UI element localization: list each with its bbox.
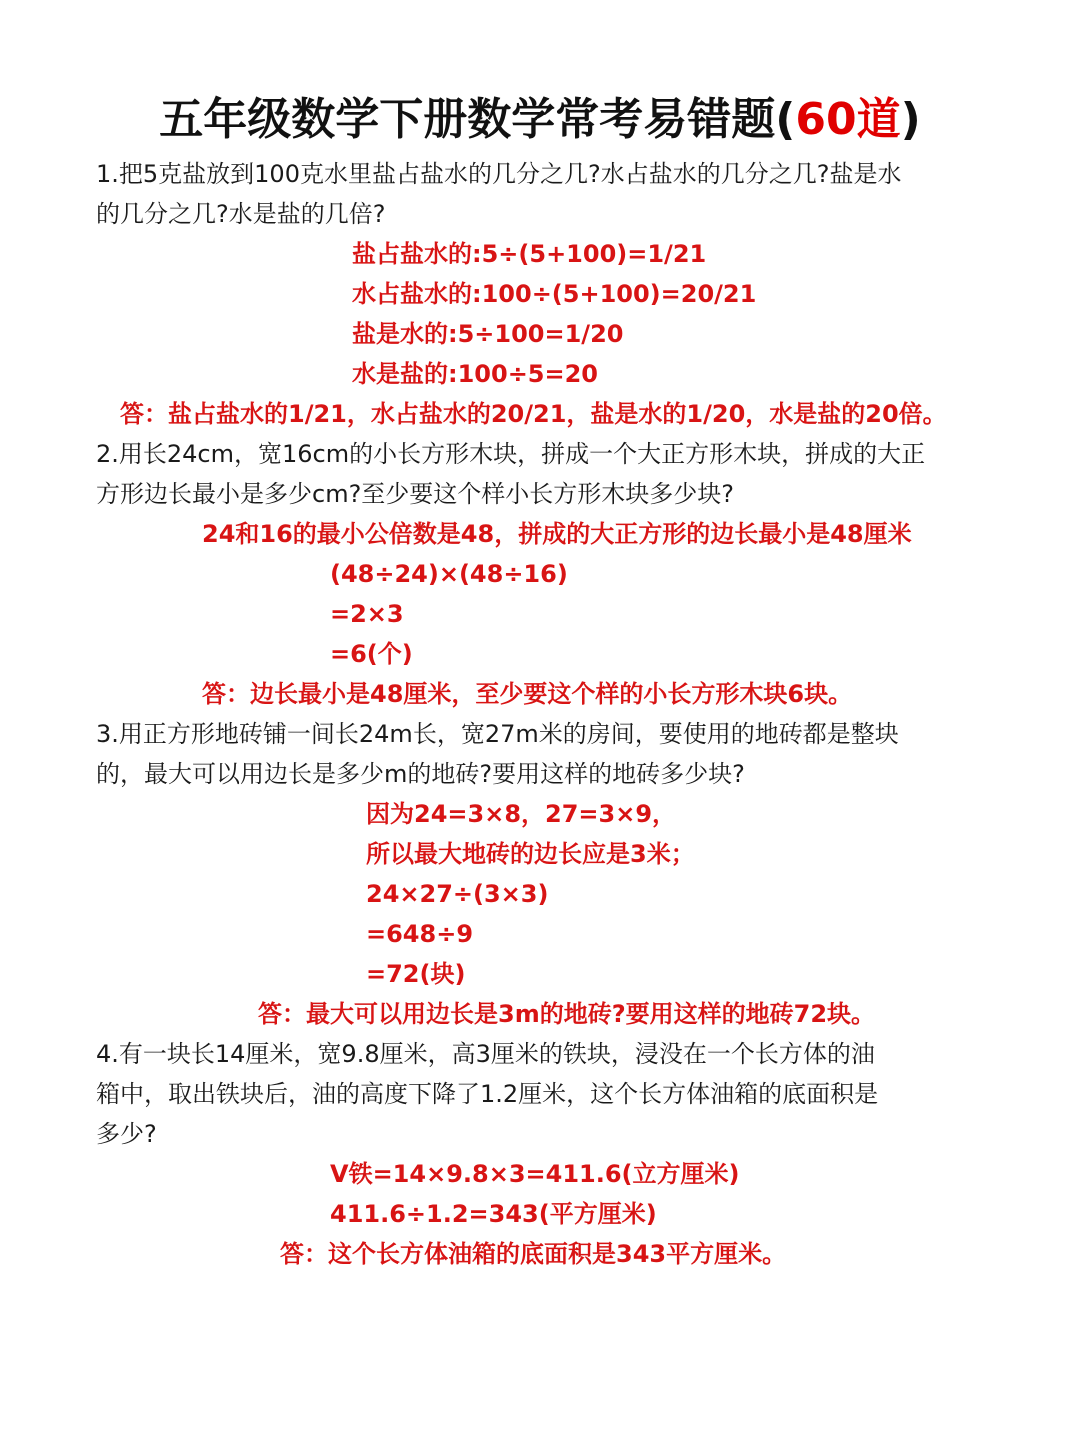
- problem-2-answer: 答：边长最小是48厘米，至少要这个样的小长方形木块6块。: [202, 680, 853, 708]
- title-main: 五年级数学下册数学常考易错题(: [159, 94, 796, 145]
- problem-2-step-2: (48÷24)×(48÷16): [330, 560, 568, 588]
- problem-1-question: 1.把5克盐放到100克水里盐占盐水的几分之几?水占盐水的几分之几?盐是水 的几分之几?水是盐的几倍?: [96, 160, 902, 228]
- page-title: [0, 88, 1080, 152]
- problem-3-step-3: 24×27÷(3×3): [366, 880, 549, 908]
- problem-3-answer: 答：最大可以用边长是3m的地砖?要用这样的地砖72块。: [258, 1000, 876, 1028]
- problem-4-answer: 答：这个长方体油箱的底面积是343平方厘米。: [280, 1240, 787, 1268]
- problem-2-step-3: =2×3: [330, 600, 404, 628]
- problem-3-step-2: 所以最大地砖的边长应是3米；: [366, 840, 695, 868]
- title-count: 60道: [795, 94, 901, 145]
- problem-3-step-4: =648÷9: [366, 920, 474, 948]
- problem-2-step-4: =6(个): [330, 640, 413, 668]
- problem-2-question: 2.用长24cm，宽16cm的小长方形木块，拼成一个大正方形木块，拼成的大正 方形边长最小是多少cm?至少要这个样小长方形木块多少块?: [96, 440, 926, 508]
- problem-3-question: 3.用正方形地砖铺一间长24m长，宽27m米的房间，要使用的地砖都是整块 的，最大可以用边长是多少m的地砖?要用这样的地砖多少块?: [96, 720, 899, 788]
- problem-4-step-2: 411.6÷1.2=343(平方厘米): [330, 1200, 657, 1228]
- problem-1-step-2: 水占盐水的:100÷(5+100)=20/21: [352, 280, 757, 308]
- problem-3-step-1: 因为24=3×8，27=3×9，: [366, 800, 677, 828]
- problem-1-step-4: 水是盐的:100÷5=20: [352, 360, 599, 388]
- title-close: ): [900, 94, 921, 145]
- problem-1-step-3: 盐是水的:5÷100=1/20: [352, 320, 624, 348]
- problem-1-step-1: 盐占盐水的:5÷(5+100)=1/21: [352, 240, 707, 268]
- problem-4-question: 4.有一块长14厘米，宽9.8厘米，高3厘米的铁块，浸没在一个长方体的油 箱中，取出铁块后，油的高度下降了1.2厘米，这个长方体油箱的底面积是 多少?: [96, 1040, 879, 1148]
- problem-4-step-1: V铁=14×9.8×3=411.6(立方厘米): [330, 1160, 740, 1188]
- problem-1-answer: 答：盐占盐水的1/21，水占盐水的20/21，盐是水的1/20，水是盐的20倍。: [120, 400, 947, 428]
- problem-3-step-5: =72(块): [366, 960, 466, 988]
- problem-2-step-1: 24和16的最小公倍数是48，拼成的大正方形的边长最小是48厘米: [202, 520, 912, 548]
